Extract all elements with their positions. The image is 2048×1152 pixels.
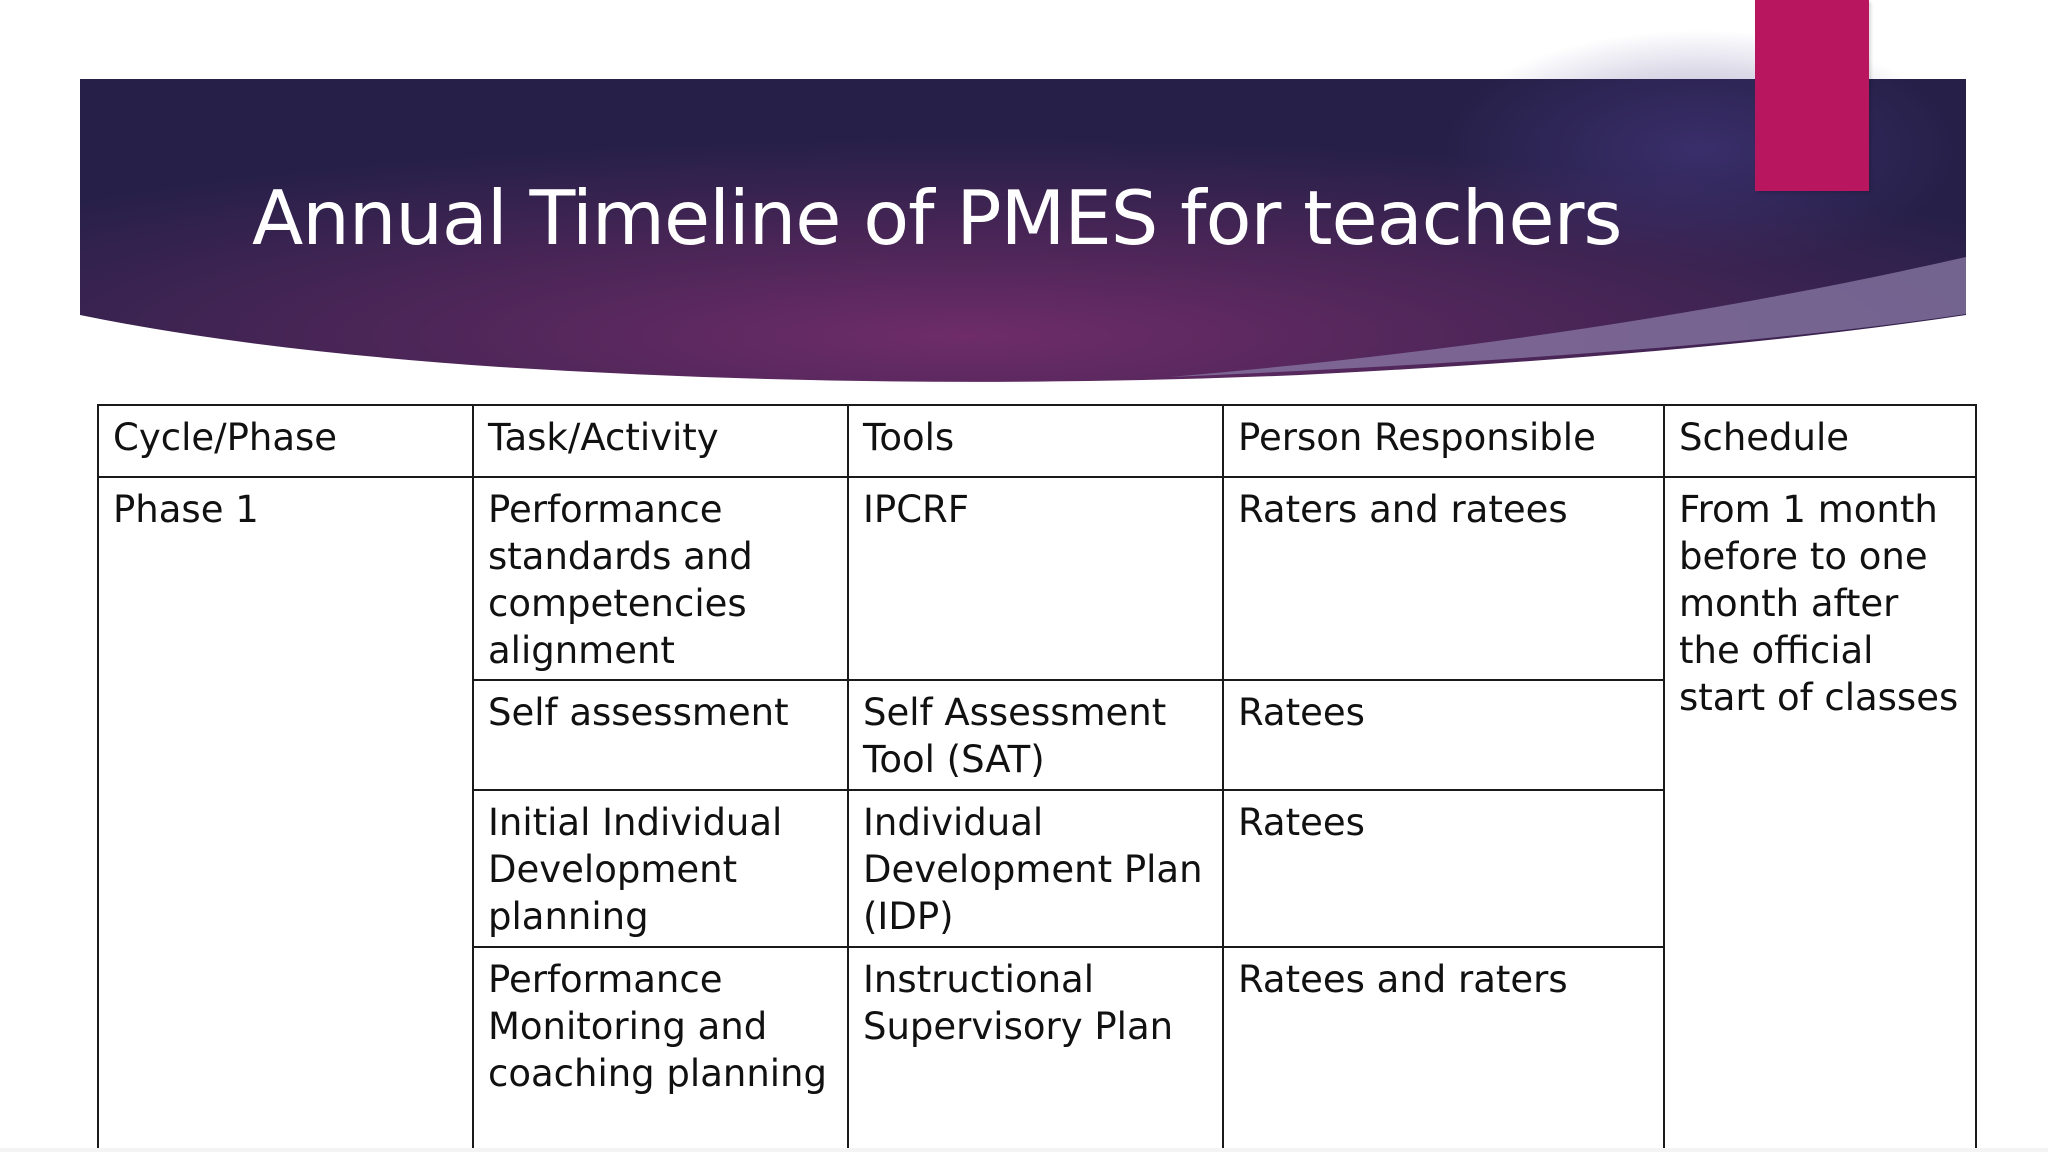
slide-title: Annual Timeline of PMES for teachers [252,174,1622,262]
accent-bar [1755,0,1869,191]
bottom-edge [0,1148,2048,1152]
table-header-row [98,405,1976,477]
person-cell: Raters and ratees [1223,477,1664,680]
header-task-activity: Task/Activity [473,405,848,477]
tool-cell: Instructional Supervisory Plan [848,947,1223,1152]
task-cell: Performance Monitoring and coaching planning [473,947,848,1152]
task-cell: Performance standards and competencies alignment [473,477,848,680]
table-row [98,477,1976,680]
person-cell: Ratees [1223,680,1664,790]
pmes-timeline-table [97,404,1977,1152]
task-cell: Self assessment [473,680,848,790]
person-cell: Ratees [1223,790,1664,947]
header-tools: Tools [848,405,1223,477]
task-cell: Initial Individual Development planning [473,790,848,947]
header-person-responsible: Person Responsible [1223,405,1664,477]
header-cycle-phase: Cycle/Phase [98,405,473,477]
tool-cell: IPCRF [848,477,1223,680]
header-schedule: Schedule [1664,405,1976,477]
person-cell: Ratees and raters [1223,947,1664,1152]
tool-cell: Self Assessment Tool (SAT) [848,680,1223,790]
schedule-cell: From 1 month before to one month after the official start of classes [1664,477,1976,1152]
phase-cell: Phase 1 [98,477,473,1152]
tool-cell: Individual Development Plan (IDP) [848,790,1223,947]
